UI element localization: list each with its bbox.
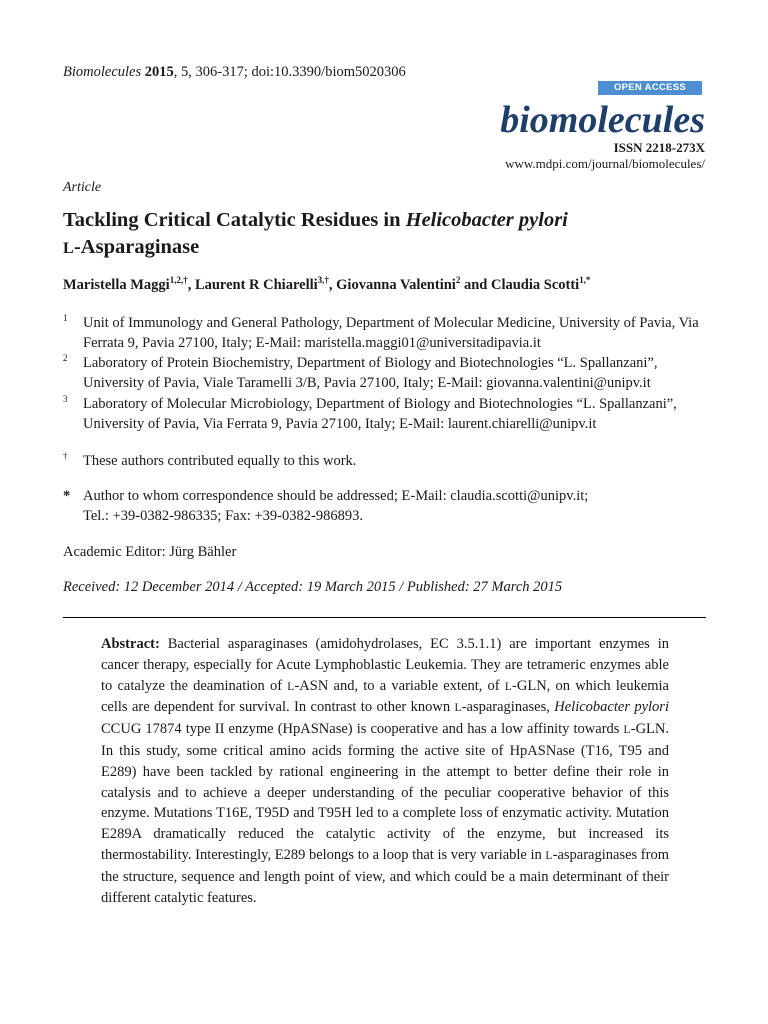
correspondence-note <box>63 486 713 526</box>
correspondence-text <box>83 486 708 526</box>
article-type: Article <box>63 180 102 195</box>
affiliation-3 <box>63 394 713 434</box>
issn: ISSN 2218-273X <box>613 140 705 155</box>
author-separator: and <box>460 277 491 293</box>
abstract-text: Bacterial asparaginases (amidohydrolases, EC 3.5.1.1) are important enzymes in cancer therapy, especially for Acute Lymphoblastic Leukemia. They are tetrameric enzymes able to catalyze the deamination of <box>101 636 669 694</box>
abstract-text: -GLN, on which leukemia cells are dependent for survival. In contrast to other known <box>101 677 669 716</box>
abstract-text: CCUG 17874 type II enzyme (HpASNase) is cooperative and has a low affinity towards <box>101 721 624 738</box>
citation-details: , 5, 306-317; doi:10.3390/biom5020306 <box>173 64 406 80</box>
smallcap-l: L <box>287 680 295 693</box>
author-separator: , <box>187 277 195 293</box>
affiliation-number: 2 <box>63 353 68 363</box>
citation-year: 2015 <box>144 64 174 80</box>
correspondence-line-2: Tel.: +39-0382-986335; Fax: +39-0382-986893. <box>83 508 363 524</box>
affiliation-text: Unit of Immunology and General Pathology, Department of Molecular Medicine, University of Pavia, Via Ferrata 9, Pavia 27100, Italy; E-Mail: maristella.maggi01@universitadipavia.it <box>83 315 699 351</box>
abstract-text: -GLN. In this study, some critical amino acids forming the active site of HpASNase (T16, T95 and E289) have been tackled by rational engineering in the attempt to better define their role in catalysis and to achieve a deeper understanding of the peculiar cooperative behavior of this enzyme. Mutations T16E, T95D and T95H led to a complete loss of enzymatic activity. Mutation E289A dramatically reduced the catalytic activity of the enzyme, but increased its thermostability. Interestingly, E289 belongs to a loop that is very variable in <box>101 721 669 863</box>
author-affiliation-marks: 1,2,† <box>169 275 188 286</box>
affiliation-1 <box>63 313 713 353</box>
author-affiliation-marks: 3,† <box>317 275 329 286</box>
affiliation-number: 1 <box>63 313 68 323</box>
title-species: Helicobacter pylori <box>405 209 568 231</box>
divider <box>63 617 706 618</box>
author-name: Maristella Maggi <box>63 277 170 293</box>
author-name: Giovanna Valentini <box>336 277 456 293</box>
smallcap-l: L <box>454 702 462 715</box>
abstract-text: -asparaginases, <box>461 699 555 716</box>
title-smallcap-l: L <box>63 240 74 257</box>
abstract-text: -ASN and, to a variable extent, of <box>294 677 505 694</box>
author-separator: , <box>328 277 337 293</box>
correspondence-line-1: Author to whom correspondence should be addressed; E-Mail: claudia.scotti@unipv.it; <box>83 488 589 504</box>
smallcap-l: L <box>545 849 553 862</box>
affiliation-text: Laboratory of Protein Biochemistry, Department of Biology and Biotechnologies “L. Spallanzani”, University of Pavia, Viale Taramelli 3/B, Pavia 27100, Italy; E-Mail: giovanna.valentini@unipv.it <box>83 355 658 391</box>
author-name: Laurent R Chiarelli <box>194 277 318 293</box>
equal-contribution-text: These authors contributed equally to this work. <box>83 453 357 469</box>
open-access-badge: OPEN ACCESS <box>598 81 702 95</box>
abstract-species: Helicobacter pylori <box>554 699 669 716</box>
affiliation-text: Laboratory of Molecular Microbiology, Department of Biology and Biotechnologies “L. Spallanzani”, University of Pavia, Via Ferrata 9, Pavia 27100, Italy; E-Mail: laurent.chiarelli@unipv.it <box>83 396 677 432</box>
equal-contribution-note <box>63 451 713 471</box>
author-affiliation-marks: 2 <box>455 275 461 286</box>
smallcap-l: L <box>623 724 631 737</box>
title-part1: Tackling Critical Catalytic Residues in <box>63 209 406 231</box>
title-part2: -Asparaginase <box>73 236 200 258</box>
journal-url[interactable]: www.mdpi.com/journal/biomolecules/ <box>505 156 705 171</box>
author-list <box>63 276 713 294</box>
article-title <box>63 207 713 262</box>
abstract-label: Abstract: <box>101 636 160 652</box>
dagger-mark: † <box>63 451 68 461</box>
abstract-text: -asparaginases from the structure, sequence and length point of view, and which could be a main determinant of their different catalytic features. <box>101 846 669 906</box>
citation-line <box>63 63 406 81</box>
citation-journal: Biomolecules <box>63 64 142 80</box>
author-name: Claudia Scotti <box>490 277 580 293</box>
asterisk-mark: * <box>63 488 71 504</box>
academic-editor: Academic Editor: Jürg Bähler <box>63 544 237 560</box>
author-affiliation-marks: 1,* <box>579 275 591 286</box>
publication-dates: Received: 12 December 2014 / Accepted: 19 March 2015 / Published: 27 March 2015 <box>63 579 563 595</box>
affiliation-2 <box>63 353 713 393</box>
affiliation-number: 3 <box>63 394 68 404</box>
abstract <box>101 634 669 908</box>
journal-logo: biomolecules <box>500 99 705 141</box>
smallcap-l: L <box>504 680 513 693</box>
